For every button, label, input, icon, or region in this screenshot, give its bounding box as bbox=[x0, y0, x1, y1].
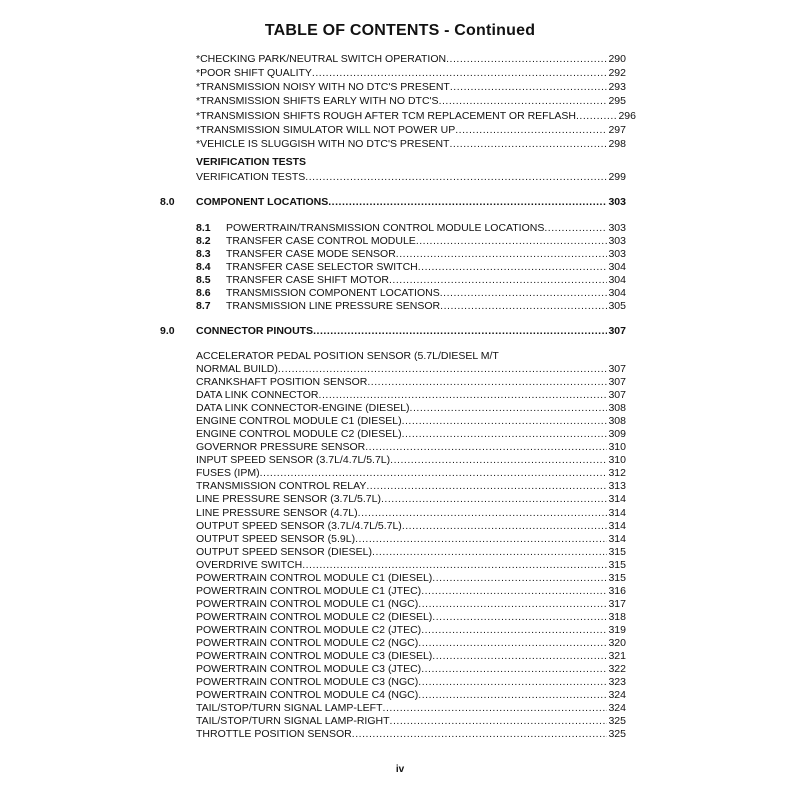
chapter-title: CONNECTOR PINOUTS bbox=[196, 325, 314, 337]
toc-entry-text[interactable]: ACCELERATOR PEDAL POSITION SENSOR (5.7L/DIESEL M/T bbox=[196, 350, 499, 362]
subsection-title: TRANSMISSION LINE PRESSURE SENSOR bbox=[226, 300, 441, 312]
subsection-title: TRANSFER CASE MODE SENSOR bbox=[226, 248, 396, 260]
leader-dots bbox=[432, 611, 607, 624]
toc-page-number: 308 bbox=[608, 415, 626, 428]
leader-dots bbox=[312, 67, 608, 80]
toc-entry-text: POWERTRAIN CONTROL MODULE C2 (DIESEL) bbox=[196, 610, 433, 623]
toc-entry-text: GOVERNOR PRESSURE SENSOR bbox=[196, 441, 366, 454]
toc-entry[interactable] bbox=[196, 663, 626, 676]
leader-dots bbox=[381, 493, 607, 506]
toc-entry-text: FUSES (IPM) bbox=[196, 467, 260, 480]
toc-entry-text: POWERTRAIN CONTROL MODULE C2 (NGC) bbox=[196, 637, 419, 649]
toc-entry[interactable] bbox=[196, 546, 626, 559]
leader-dots bbox=[313, 325, 607, 338]
leader-dots bbox=[449, 138, 607, 151]
leader-dots bbox=[402, 520, 608, 533]
toc-entry[interactable] bbox=[196, 67, 626, 80]
toc-subsection[interactable] bbox=[196, 222, 626, 235]
leader-dots bbox=[402, 428, 608, 441]
toc-page-number: 322 bbox=[608, 663, 626, 676]
toc-entry[interactable] bbox=[196, 124, 626, 137]
leader-dots bbox=[421, 663, 607, 676]
leader-dots bbox=[418, 598, 607, 611]
toc-page-number: 316 bbox=[608, 584, 626, 597]
toc-page-number: 290 bbox=[608, 53, 626, 65]
leader-dots bbox=[355, 533, 607, 546]
chapter-heading[interactable] bbox=[160, 325, 626, 338]
chapter-number: 8.0 bbox=[160, 196, 175, 208]
leader-dots bbox=[278, 363, 608, 376]
toc-page-number: 297 bbox=[608, 124, 626, 136]
toc-page-number: 308 bbox=[608, 402, 626, 415]
toc-entry-text: OUTPUT SPEED SENSOR (3.7L/4.7L/5.7L) bbox=[196, 519, 402, 532]
leader-dots bbox=[305, 171, 607, 184]
toc-page-number: 315 bbox=[608, 571, 626, 584]
toc-page-number: 304 bbox=[608, 287, 626, 299]
toc-subsection[interactable] bbox=[196, 300, 626, 313]
toc-entry[interactable] bbox=[196, 559, 626, 572]
toc-entry-text: NORMAL BUILD) bbox=[196, 363, 278, 375]
toc-entry[interactable] bbox=[196, 363, 626, 376]
subsection-title: TRANSFER CASE SHIFT MOTOR bbox=[226, 274, 389, 286]
toc-entry-text: POWERTRAIN CONTROL MODULE C4 (NGC) bbox=[196, 689, 419, 702]
toc-entry[interactable] bbox=[196, 702, 626, 715]
toc-entry[interactable] bbox=[196, 676, 626, 689]
toc-page-number: 315 bbox=[608, 545, 626, 558]
toc-entry-text: CRANKSHAFT POSITION SENSOR bbox=[196, 376, 368, 388]
section-heading: VERIFICATION TESTS bbox=[196, 156, 307, 168]
toc-page-number: 303 bbox=[608, 235, 626, 247]
leader-dots bbox=[440, 300, 607, 313]
toc-entry-text: *CHECKING PARK/NEUTRAL SWITCH OPERATION bbox=[196, 53, 447, 65]
toc-entry-text: POWERTRAIN CONTROL MODULE C1 (NGC) bbox=[196, 597, 419, 610]
toc-entry[interactable] bbox=[196, 376, 626, 389]
toc-entry[interactable] bbox=[196, 507, 626, 520]
leader-dots bbox=[446, 53, 607, 66]
toc-page-number: 310 bbox=[608, 454, 626, 467]
subsection-number: 8.1 bbox=[196, 222, 211, 234]
toc-page-number: 310 bbox=[608, 441, 626, 454]
subsection-number: 8.4 bbox=[196, 261, 211, 273]
leader-dots bbox=[432, 650, 607, 663]
toc-entry[interactable] bbox=[196, 110, 636, 123]
chapter-heading[interactable] bbox=[160, 196, 626, 209]
toc-entry-text: POWERTRAIN CONTROL MODULE C1 (JTEC) bbox=[196, 584, 422, 597]
toc-entry-text: *VEHICLE IS SLUGGISH WITH NO DTC'S PRESENT bbox=[196, 138, 450, 150]
toc-subsection[interactable] bbox=[196, 235, 626, 248]
toc-page-number: 314 bbox=[608, 532, 626, 545]
leader-dots bbox=[383, 702, 608, 715]
leader-dots bbox=[418, 261, 608, 274]
toc-page-number: 313 bbox=[608, 480, 626, 493]
toc-page-number: 295 bbox=[608, 95, 626, 107]
toc-page-number: 304 bbox=[608, 261, 626, 273]
toc-entry[interactable] bbox=[196, 138, 626, 151]
leader-dots bbox=[367, 376, 607, 389]
toc-entry[interactable] bbox=[196, 402, 626, 415]
toc-page-number: 307 bbox=[608, 325, 626, 337]
toc-entry-text: POWERTRAIN CONTROL MODULE C2 (JTEC) bbox=[196, 624, 422, 636]
toc-page-number: 314 bbox=[608, 493, 626, 506]
subsection-number: 8.3 bbox=[196, 248, 211, 260]
leader-dots bbox=[440, 287, 608, 300]
toc-entry-text: LINE PRESSURE SENSOR (4.7L) bbox=[196, 506, 358, 519]
subsection-number: 8.7 bbox=[196, 300, 211, 312]
toc-entry[interactable] bbox=[196, 493, 626, 506]
toc-page-number: 304 bbox=[608, 274, 626, 286]
toc-entry[interactable] bbox=[196, 480, 626, 493]
toc-entry[interactable] bbox=[196, 389, 626, 402]
toc-entry-text: DATA LINK CONNECTOR-ENGINE (DIESEL) bbox=[196, 402, 410, 415]
leader-dots bbox=[455, 124, 607, 137]
toc-entry[interactable] bbox=[196, 572, 626, 585]
leader-dots bbox=[576, 110, 617, 123]
chapter-number: 9.0 bbox=[160, 325, 175, 337]
leader-dots bbox=[432, 572, 607, 585]
toc-entry[interactable] bbox=[196, 598, 626, 611]
toc-entry-text: *TRANSMISSION NOISY WITH NO DTC'S PRESENT bbox=[196, 81, 450, 93]
leader-dots bbox=[416, 235, 608, 248]
toc-entry-text: INPUT SPEED SENSOR (3.7L/4.7L/5.7L) bbox=[196, 454, 391, 467]
toc-subsection[interactable] bbox=[196, 287, 626, 300]
leader-dots bbox=[439, 95, 608, 108]
leader-dots bbox=[302, 559, 607, 572]
toc-entry-text: VERIFICATION TESTS bbox=[196, 171, 306, 183]
toc-entry[interactable] bbox=[196, 611, 626, 624]
toc-subsection[interactable] bbox=[196, 274, 626, 287]
toc-page-number: 292 bbox=[608, 67, 626, 79]
toc-entry[interactable] bbox=[196, 624, 626, 637]
toc-entry-text: *TRANSMISSION SHIFTS ROUGH AFTER TCM REPLACEMENT OR REFLASH bbox=[196, 110, 576, 122]
toc-entry[interactable] bbox=[196, 533, 626, 546]
toc-page-number: 323 bbox=[608, 676, 626, 689]
toc-entry-text: *POOR SHIFT QUALITY bbox=[196, 67, 312, 79]
leader-dots bbox=[319, 389, 608, 402]
leader-dots bbox=[421, 624, 607, 637]
toc-page-number: 319 bbox=[608, 624, 626, 636]
leader-dots bbox=[410, 402, 608, 415]
toc-page-number: 321 bbox=[608, 650, 626, 662]
toc-entry-text: *TRANSMISSION SIMULATOR WILL NOT POWER UP bbox=[196, 124, 456, 136]
leader-dots bbox=[365, 441, 607, 454]
toc-page-number: 320 bbox=[608, 637, 626, 649]
toc-page-number: 325 bbox=[608, 728, 626, 741]
toc-page-number: 299 bbox=[608, 171, 626, 183]
toc-page-number: 325 bbox=[608, 715, 626, 728]
leader-dots bbox=[396, 248, 608, 261]
toc-page-number: 307 bbox=[608, 376, 626, 388]
toc-entry[interactable] bbox=[196, 637, 626, 650]
toc-page-number: 315 bbox=[608, 558, 626, 571]
toc-entry-text: OUTPUT SPEED SENSOR (DIESEL) bbox=[196, 545, 373, 558]
toc-page-number: 312 bbox=[608, 467, 626, 480]
toc-page-number: 324 bbox=[608, 689, 626, 702]
toc-entry[interactable] bbox=[196, 454, 626, 467]
subsection-title: TRANSFER CASE CONTROL MODULE bbox=[226, 235, 416, 247]
leader-dots bbox=[328, 196, 607, 209]
toc-entry[interactable] bbox=[196, 520, 626, 533]
subsection-number: 8.5 bbox=[196, 274, 211, 286]
toc-entry[interactable] bbox=[196, 650, 626, 663]
toc-page-number: 314 bbox=[608, 519, 626, 532]
leader-dots bbox=[390, 454, 607, 467]
toc-subsection[interactable] bbox=[196, 261, 626, 274]
toc-page-number: 324 bbox=[608, 702, 626, 715]
toc-page-number: 317 bbox=[608, 597, 626, 610]
toc-entry[interactable] bbox=[196, 467, 626, 480]
leader-dots bbox=[358, 507, 608, 520]
toc-entry[interactable] bbox=[196, 728, 626, 741]
page-number: iv bbox=[395, 764, 405, 775]
toc-entry-text: LINE PRESSURE SENSOR (3.7L/5.7L) bbox=[196, 493, 381, 506]
leader-dots bbox=[418, 689, 607, 702]
toc-entry[interactable] bbox=[196, 171, 626, 184]
toc-entry-text: TAIL/STOP/TURN SIGNAL LAMP-LEFT bbox=[196, 702, 383, 715]
toc-entry-text: POWERTRAIN CONTROL MODULE C3 (JTEC) bbox=[196, 663, 422, 676]
toc-page-number: 303 bbox=[608, 222, 626, 234]
toc-entry[interactable] bbox=[196, 689, 626, 702]
leader-dots bbox=[402, 415, 608, 428]
toc-page-number: 303 bbox=[608, 248, 626, 260]
chapter-title: COMPONENT LOCATIONS bbox=[196, 196, 329, 208]
subsection-number: 8.6 bbox=[196, 287, 211, 299]
leader-dots bbox=[418, 637, 607, 650]
toc-entry[interactable] bbox=[196, 715, 626, 728]
subsection-title: TRANSFER CASE SELECTOR SWITCH bbox=[226, 261, 418, 273]
page-title: TABLE OF CONTENTS - Continued bbox=[264, 22, 536, 39]
leader-dots bbox=[390, 715, 608, 728]
toc-entry[interactable] bbox=[196, 95, 626, 108]
toc-entry[interactable] bbox=[196, 441, 626, 454]
toc-entry-text: OUTPUT SPEED SENSOR (5.9L) bbox=[196, 532, 356, 545]
toc-page-number: 307 bbox=[608, 363, 626, 375]
leader-dots bbox=[366, 480, 607, 493]
subsection-title: TRANSMISSION COMPONENT LOCATIONS bbox=[226, 287, 440, 299]
leader-dots bbox=[421, 585, 607, 598]
leader-dots bbox=[389, 274, 608, 287]
toc-entry[interactable] bbox=[196, 81, 626, 94]
toc-page-number: 318 bbox=[608, 610, 626, 623]
toc-entry-text: TRANSMISSION CONTROL RELAY bbox=[196, 480, 367, 493]
subsection-number: 8.2 bbox=[196, 235, 211, 247]
toc-entry[interactable] bbox=[196, 415, 626, 428]
toc-entry-text: OVERDRIVE SWITCH bbox=[196, 558, 303, 571]
leader-dots bbox=[372, 546, 607, 559]
toc-entry-text: POWERTRAIN CONTROL MODULE C3 (DIESEL) bbox=[196, 650, 433, 662]
leader-dots bbox=[418, 676, 607, 689]
toc-page-number: 305 bbox=[608, 300, 626, 312]
toc-entry[interactable] bbox=[196, 428, 626, 441]
toc-entry-text: DATA LINK CONNECTOR bbox=[196, 389, 319, 402]
toc-page-number: 293 bbox=[608, 81, 626, 93]
leader-dots bbox=[450, 81, 608, 94]
toc-entry-text: POWERTRAIN CONTROL MODULE C3 (NGC) bbox=[196, 676, 419, 689]
leader-dots bbox=[352, 728, 608, 741]
toc-page-number: 309 bbox=[608, 428, 626, 441]
toc-entry-text: POWERTRAIN CONTROL MODULE C1 (DIESEL) bbox=[196, 571, 433, 584]
toc-page-number: 298 bbox=[608, 138, 626, 150]
leader-dots bbox=[544, 222, 607, 235]
toc-page-number: 303 bbox=[608, 196, 626, 208]
leader-dots bbox=[260, 467, 608, 480]
toc-entry-text: ENGINE CONTROL MODULE C2 (DIESEL) bbox=[196, 428, 402, 441]
toc-entry[interactable] bbox=[196, 53, 626, 66]
toc-entry-text: ENGINE CONTROL MODULE C1 (DIESEL) bbox=[196, 415, 402, 428]
toc-page-number: 296 bbox=[618, 110, 636, 122]
toc-subsection[interactable] bbox=[196, 248, 626, 261]
toc-entry-text: THROTTLE POSITION SENSOR bbox=[196, 728, 352, 741]
subsection-title: POWERTRAIN/TRANSMISSION CONTROL MODULE LOCATIONS bbox=[226, 222, 545, 234]
toc-page-number: 314 bbox=[608, 506, 626, 519]
toc-entry-text: TAIL/STOP/TURN SIGNAL LAMP-RIGHT bbox=[196, 715, 390, 728]
toc-page-number: 307 bbox=[608, 389, 626, 402]
toc-entry[interactable] bbox=[196, 585, 626, 598]
toc-entry-text: *TRANSMISSION SHIFTS EARLY WITH NO DTC'S bbox=[196, 95, 439, 107]
